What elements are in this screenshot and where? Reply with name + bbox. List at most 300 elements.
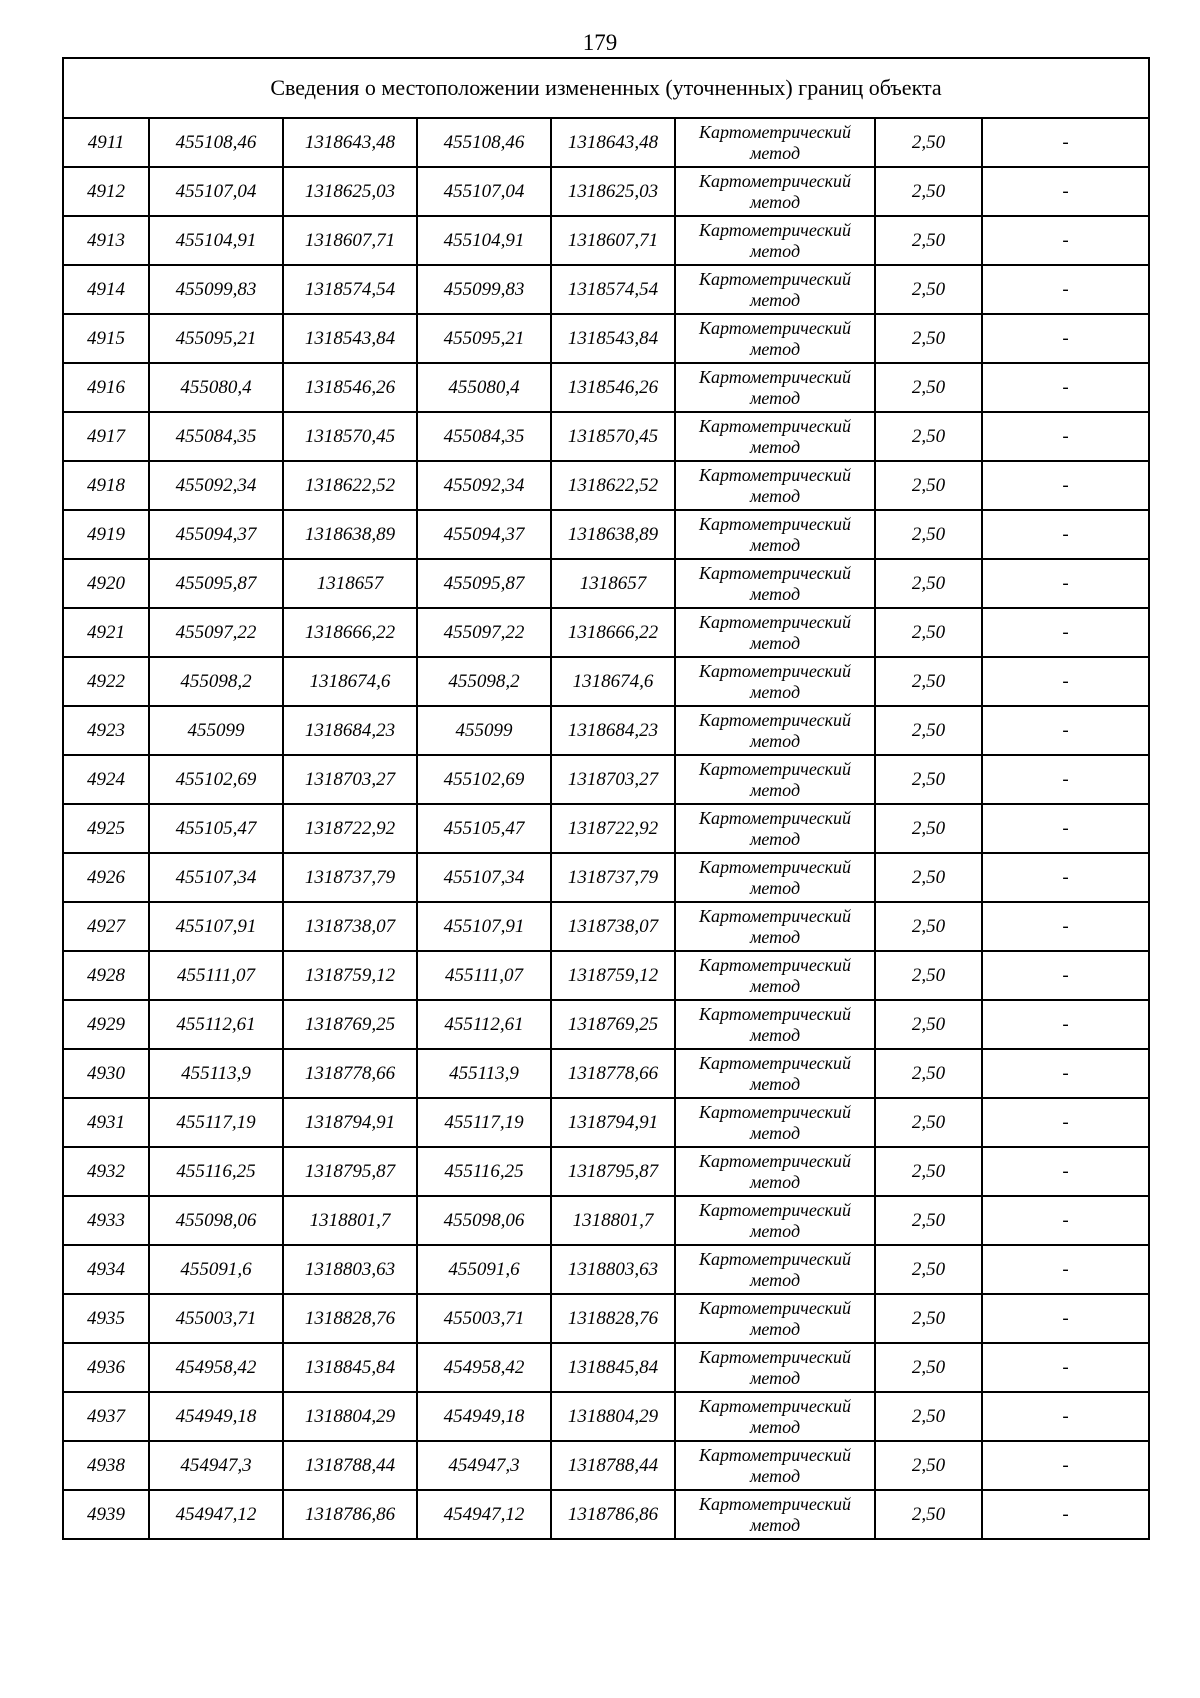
refined-x-cell: 454947,12	[417, 1490, 551, 1539]
point-number-cell: 4926	[63, 853, 149, 902]
refined-x-cell: 455099,83	[417, 265, 551, 314]
method-line-1: Картометрический	[698, 1297, 851, 1318]
existing-x-cell: 455003,71	[149, 1294, 283, 1343]
table-row	[63, 559, 1149, 608]
refined-x-cell: 454947,3	[417, 1441, 551, 1490]
method-line-1: Картометрический	[698, 758, 851, 779]
refined-y-cell: 1318546,26	[551, 363, 675, 412]
point-number-cell: 4924	[63, 755, 149, 804]
refined-x-cell: 455098,06	[417, 1196, 551, 1245]
point-number-cell: 4937	[63, 1392, 149, 1441]
point-number-cell: 4914	[63, 265, 149, 314]
accuracy-cell: 2,50	[875, 559, 982, 608]
accuracy-cell: 2,50	[875, 167, 982, 216]
description-cell: -	[982, 1343, 1149, 1392]
refined-x-cell: 455104,91	[417, 216, 551, 265]
existing-y-cell: 1318622,52	[283, 461, 417, 510]
refined-y-cell: 1318778,66	[551, 1049, 675, 1098]
description-cell: -	[982, 167, 1149, 216]
existing-y-cell: 1318574,54	[283, 265, 417, 314]
point-number-cell: 4925	[63, 804, 149, 853]
refined-x-cell: 455107,91	[417, 902, 551, 951]
point-number-cell: 4938	[63, 1441, 149, 1490]
accuracy-cell: 2,50	[875, 657, 982, 706]
method-line-1: Картометрический	[698, 1395, 851, 1416]
point-number-cell: 4929	[63, 1000, 149, 1049]
accuracy-cell: 2,50	[875, 461, 982, 510]
refined-x-cell: 455097,22	[417, 608, 551, 657]
refined-x-cell: 455094,37	[417, 510, 551, 559]
refined-y-cell: 1318759,12	[551, 951, 675, 1000]
existing-y-cell: 1318570,45	[283, 412, 417, 461]
table-row	[63, 461, 1149, 510]
method-cell	[675, 1049, 875, 1098]
description-cell: -	[982, 1098, 1149, 1147]
point-number-cell: 4913	[63, 216, 149, 265]
point-number-cell: 4930	[63, 1049, 149, 1098]
refined-x-cell: 455092,34	[417, 461, 551, 510]
existing-y-cell: 1318788,44	[283, 1441, 417, 1490]
existing-x-cell: 455102,69	[149, 755, 283, 804]
refined-x-cell: 454958,42	[417, 1343, 551, 1392]
method-cell	[675, 265, 875, 314]
accuracy-cell: 2,50	[875, 1098, 982, 1147]
method-cell	[675, 1490, 875, 1539]
existing-y-cell: 1318801,7	[283, 1196, 417, 1245]
refined-y-cell: 1318607,71	[551, 216, 675, 265]
existing-y-cell: 1318638,89	[283, 510, 417, 559]
refined-y-cell: 1318570,45	[551, 412, 675, 461]
table-row	[63, 363, 1149, 412]
method-line-2: метод	[749, 730, 801, 751]
method-cell	[675, 1098, 875, 1147]
method-line-1: Картометрический	[698, 170, 851, 191]
refined-y-cell: 1318625,03	[551, 167, 675, 216]
refined-x-cell: 455099	[417, 706, 551, 755]
refined-y-cell: 1318643,48	[551, 118, 675, 167]
table-row	[63, 951, 1149, 1000]
existing-x-cell: 454947,3	[149, 1441, 283, 1490]
method-line-1: Картометрический	[698, 121, 851, 142]
existing-y-cell: 1318778,66	[283, 1049, 417, 1098]
method-line-2: метод	[749, 289, 801, 310]
existing-x-cell: 455116,25	[149, 1147, 283, 1196]
method-line-1: Картометрический	[698, 562, 851, 583]
existing-y-cell: 1318828,76	[283, 1294, 417, 1343]
description-cell: -	[982, 755, 1149, 804]
refined-x-cell: 455095,87	[417, 559, 551, 608]
method-line-1: Картометрический	[698, 219, 851, 240]
method-cell	[675, 1441, 875, 1490]
method-line-2: метод	[749, 436, 801, 457]
refined-x-cell: 455108,46	[417, 118, 551, 167]
point-number-cell: 4917	[63, 412, 149, 461]
existing-y-cell: 1318546,26	[283, 363, 417, 412]
point-number-cell: 4935	[63, 1294, 149, 1343]
method-line-1: Картометрический	[698, 856, 851, 877]
method-line-1: Картометрический	[698, 1150, 851, 1171]
accuracy-cell: 2,50	[875, 804, 982, 853]
existing-y-cell: 1318795,87	[283, 1147, 417, 1196]
method-line-1: Картометрический	[698, 660, 851, 681]
point-number-cell: 4933	[63, 1196, 149, 1245]
method-line-2: метод	[749, 142, 801, 163]
refined-x-cell: 455084,35	[417, 412, 551, 461]
method-line-1: Картометрический	[698, 317, 851, 338]
method-line-1: Картометрический	[698, 513, 851, 534]
table-row	[63, 510, 1149, 559]
method-line-1: Картометрический	[698, 415, 851, 436]
method-line-1: Картометрический	[698, 807, 851, 828]
method-line-2: метод	[749, 828, 801, 849]
description-cell: -	[982, 608, 1149, 657]
table-row	[63, 1294, 1149, 1343]
description-cell: -	[982, 1000, 1149, 1049]
existing-y-cell: 1318625,03	[283, 167, 417, 216]
existing-y-cell: 1318543,84	[283, 314, 417, 363]
table-row	[63, 902, 1149, 951]
existing-x-cell: 455113,9	[149, 1049, 283, 1098]
accuracy-cell: 2,50	[875, 363, 982, 412]
method-line-2: метод	[749, 191, 801, 212]
existing-y-cell: 1318607,71	[283, 216, 417, 265]
accuracy-cell: 2,50	[875, 853, 982, 902]
refined-y-cell: 1318738,07	[551, 902, 675, 951]
table-row	[63, 608, 1149, 657]
method-line-1: Картометрический	[698, 464, 851, 485]
table-row	[63, 1245, 1149, 1294]
method-line-2: метод	[749, 1318, 801, 1339]
table-row	[63, 1147, 1149, 1196]
existing-x-cell: 455108,46	[149, 118, 283, 167]
refined-y-cell: 1318803,63	[551, 1245, 675, 1294]
refined-y-cell: 1318737,79	[551, 853, 675, 902]
existing-x-cell: 455099	[149, 706, 283, 755]
method-line-2: метод	[749, 1171, 801, 1192]
description-cell: -	[982, 216, 1149, 265]
method-line-2: метод	[749, 338, 801, 359]
method-cell	[675, 804, 875, 853]
refined-y-cell: 1318786,86	[551, 1490, 675, 1539]
refined-x-cell: 455080,4	[417, 363, 551, 412]
refined-y-cell: 1318638,89	[551, 510, 675, 559]
method-line-1: Картометрический	[698, 611, 851, 632]
table-title: Сведения о местоположении измененных (уточненных) границ объекта	[63, 58, 1149, 118]
method-line-2: метод	[749, 975, 801, 996]
table-row	[63, 314, 1149, 363]
point-number-cell: 4918	[63, 461, 149, 510]
refined-y-cell: 1318722,92	[551, 804, 675, 853]
accuracy-cell: 2,50	[875, 1000, 982, 1049]
existing-y-cell: 1318684,23	[283, 706, 417, 755]
point-number-cell: 4916	[63, 363, 149, 412]
method-line-2: метод	[749, 926, 801, 947]
existing-y-cell: 1318666,22	[283, 608, 417, 657]
method-cell	[675, 608, 875, 657]
method-cell	[675, 951, 875, 1000]
refined-y-cell: 1318657	[551, 559, 675, 608]
refined-y-cell: 1318795,87	[551, 1147, 675, 1196]
accuracy-cell: 2,50	[875, 1392, 982, 1441]
table-row	[63, 755, 1149, 804]
boundary-coordinates-table	[62, 57, 1150, 1540]
point-number-cell: 4920	[63, 559, 149, 608]
description-cell: -	[982, 657, 1149, 706]
accuracy-cell: 2,50	[875, 1245, 982, 1294]
method-cell	[675, 461, 875, 510]
accuracy-cell: 2,50	[875, 118, 982, 167]
accuracy-cell: 2,50	[875, 510, 982, 559]
description-cell: -	[982, 265, 1149, 314]
existing-x-cell: 455107,34	[149, 853, 283, 902]
refined-y-cell: 1318666,22	[551, 608, 675, 657]
method-line-2: метод	[749, 1269, 801, 1290]
method-line-2: метод	[749, 779, 801, 800]
description-cell: -	[982, 1049, 1149, 1098]
description-cell: -	[982, 1147, 1149, 1196]
existing-y-cell: 1318703,27	[283, 755, 417, 804]
existing-x-cell: 455111,07	[149, 951, 283, 1000]
refined-x-cell: 455107,04	[417, 167, 551, 216]
method-line-1: Картометрический	[698, 1444, 851, 1465]
description-cell: -	[982, 1294, 1149, 1343]
method-line-2: метод	[749, 1514, 801, 1535]
method-cell	[675, 1294, 875, 1343]
method-line-1: Картометрический	[698, 366, 851, 387]
method-line-2: метод	[749, 1024, 801, 1045]
refined-y-cell: 1318845,84	[551, 1343, 675, 1392]
existing-x-cell: 455084,35	[149, 412, 283, 461]
table-title-row	[63, 58, 1149, 118]
existing-x-cell: 455097,22	[149, 608, 283, 657]
existing-y-cell: 1318674,6	[283, 657, 417, 706]
existing-y-cell: 1318786,86	[283, 1490, 417, 1539]
existing-x-cell: 454949,18	[149, 1392, 283, 1441]
refined-y-cell: 1318804,29	[551, 1392, 675, 1441]
method-line-2: метод	[749, 1465, 801, 1486]
description-cell: -	[982, 1392, 1149, 1441]
existing-y-cell: 1318759,12	[283, 951, 417, 1000]
accuracy-cell: 2,50	[875, 755, 982, 804]
refined-x-cell: 455105,47	[417, 804, 551, 853]
method-line-1: Картометрический	[698, 1003, 851, 1024]
refined-y-cell: 1318828,76	[551, 1294, 675, 1343]
method-line-2: метод	[749, 240, 801, 261]
existing-y-cell: 1318643,48	[283, 118, 417, 167]
accuracy-cell: 2,50	[875, 902, 982, 951]
description-cell: -	[982, 461, 1149, 510]
existing-x-cell: 455092,34	[149, 461, 283, 510]
point-number-cell: 4922	[63, 657, 149, 706]
refined-y-cell: 1318769,25	[551, 1000, 675, 1049]
method-line-1: Картометрический	[698, 1199, 851, 1220]
method-line-1: Картометрический	[698, 1493, 851, 1514]
point-number-cell: 4934	[63, 1245, 149, 1294]
existing-y-cell: 1318738,07	[283, 902, 417, 951]
method-line-1: Картометрический	[698, 1101, 851, 1122]
method-cell	[675, 118, 875, 167]
existing-x-cell: 455091,6	[149, 1245, 283, 1294]
refined-x-cell: 455095,21	[417, 314, 551, 363]
method-line-1: Картометрический	[698, 268, 851, 289]
method-cell	[675, 314, 875, 363]
method-cell	[675, 1147, 875, 1196]
method-line-2: метод	[749, 632, 801, 653]
accuracy-cell: 2,50	[875, 314, 982, 363]
existing-x-cell: 455105,47	[149, 804, 283, 853]
point-number-cell: 4912	[63, 167, 149, 216]
existing-x-cell: 455107,04	[149, 167, 283, 216]
method-cell	[675, 1196, 875, 1245]
accuracy-cell: 2,50	[875, 1049, 982, 1098]
method-cell	[675, 167, 875, 216]
existing-x-cell: 454958,42	[149, 1343, 283, 1392]
description-cell: -	[982, 314, 1149, 363]
refined-x-cell: 455003,71	[417, 1294, 551, 1343]
refined-x-cell: 455112,61	[417, 1000, 551, 1049]
table-row	[63, 216, 1149, 265]
point-number-cell: 4915	[63, 314, 149, 363]
method-cell	[675, 657, 875, 706]
refined-x-cell: 455116,25	[417, 1147, 551, 1196]
accuracy-cell: 2,50	[875, 265, 982, 314]
existing-x-cell: 455080,4	[149, 363, 283, 412]
method-cell	[675, 706, 875, 755]
table-row	[63, 412, 1149, 461]
accuracy-cell: 2,50	[875, 1490, 982, 1539]
table-row	[63, 1343, 1149, 1392]
method-line-1: Картометрический	[698, 1052, 851, 1073]
existing-y-cell: 1318804,29	[283, 1392, 417, 1441]
description-cell: -	[982, 1245, 1149, 1294]
method-cell	[675, 1392, 875, 1441]
accuracy-cell: 2,50	[875, 1147, 982, 1196]
refined-y-cell: 1318622,52	[551, 461, 675, 510]
method-cell	[675, 559, 875, 608]
table-row	[63, 1392, 1149, 1441]
table-row	[63, 1000, 1149, 1049]
existing-x-cell: 455117,19	[149, 1098, 283, 1147]
description-cell: -	[982, 853, 1149, 902]
method-cell	[675, 1343, 875, 1392]
refined-y-cell: 1318574,54	[551, 265, 675, 314]
existing-x-cell: 455099,83	[149, 265, 283, 314]
description-cell: -	[982, 118, 1149, 167]
method-cell	[675, 755, 875, 804]
refined-y-cell: 1318703,27	[551, 755, 675, 804]
refined-y-cell: 1318543,84	[551, 314, 675, 363]
method-cell	[675, 216, 875, 265]
method-line-1: Картометрический	[698, 905, 851, 926]
refined-y-cell: 1318674,6	[551, 657, 675, 706]
refined-x-cell: 455098,2	[417, 657, 551, 706]
description-cell: -	[982, 510, 1149, 559]
existing-x-cell: 455098,2	[149, 657, 283, 706]
method-line-2: метод	[749, 1073, 801, 1094]
method-line-2: метод	[749, 1220, 801, 1241]
refined-y-cell: 1318788,44	[551, 1441, 675, 1490]
method-cell	[675, 412, 875, 461]
table-row	[63, 1490, 1149, 1539]
accuracy-cell: 2,50	[875, 412, 982, 461]
accuracy-cell: 2,50	[875, 1294, 982, 1343]
method-line-2: метод	[749, 1122, 801, 1143]
accuracy-cell: 2,50	[875, 1441, 982, 1490]
existing-x-cell: 455107,91	[149, 902, 283, 951]
description-cell: -	[982, 412, 1149, 461]
table-row	[63, 265, 1149, 314]
point-number-cell: 4939	[63, 1490, 149, 1539]
refined-y-cell: 1318794,91	[551, 1098, 675, 1147]
method-cell	[675, 363, 875, 412]
existing-y-cell: 1318794,91	[283, 1098, 417, 1147]
table-row	[63, 706, 1149, 755]
method-line-2: метод	[749, 1367, 801, 1388]
existing-x-cell: 455095,87	[149, 559, 283, 608]
existing-y-cell: 1318737,79	[283, 853, 417, 902]
table-row	[63, 1098, 1149, 1147]
method-line-2: метод	[749, 1416, 801, 1437]
table-row	[63, 167, 1149, 216]
refined-x-cell: 455107,34	[417, 853, 551, 902]
existing-y-cell: 1318803,63	[283, 1245, 417, 1294]
method-line-1: Картометрический	[698, 1346, 851, 1367]
method-line-1: Картометрический	[698, 954, 851, 975]
refined-y-cell: 1318801,7	[551, 1196, 675, 1245]
accuracy-cell: 2,50	[875, 216, 982, 265]
table-row	[63, 657, 1149, 706]
description-cell: -	[982, 902, 1149, 951]
refined-x-cell: 455113,9	[417, 1049, 551, 1098]
method-cell	[675, 1245, 875, 1294]
refined-x-cell: 455111,07	[417, 951, 551, 1000]
point-number-cell: 4931	[63, 1098, 149, 1147]
refined-x-cell: 455117,19	[417, 1098, 551, 1147]
table-row	[63, 853, 1149, 902]
point-number-cell: 4932	[63, 1147, 149, 1196]
point-number-cell: 4927	[63, 902, 149, 951]
existing-y-cell: 1318769,25	[283, 1000, 417, 1049]
point-number-cell: 4911	[63, 118, 149, 167]
method-line-2: метод	[749, 387, 801, 408]
accuracy-cell: 2,50	[875, 608, 982, 657]
existing-x-cell: 454947,12	[149, 1490, 283, 1539]
accuracy-cell: 2,50	[875, 706, 982, 755]
method-cell	[675, 902, 875, 951]
table-row	[63, 804, 1149, 853]
page-number: 179	[582, 30, 618, 55]
method-cell	[675, 853, 875, 902]
description-cell: -	[982, 951, 1149, 1000]
description-cell: -	[982, 706, 1149, 755]
existing-y-cell: 1318657	[283, 559, 417, 608]
existing-x-cell: 455104,91	[149, 216, 283, 265]
existing-x-cell: 455112,61	[149, 1000, 283, 1049]
point-number-cell: 4921	[63, 608, 149, 657]
method-cell	[675, 1000, 875, 1049]
method-line-1: Картометрический	[698, 1248, 851, 1269]
existing-x-cell: 455095,21	[149, 314, 283, 363]
method-line-2: метод	[749, 583, 801, 604]
point-number-cell: 4919	[63, 510, 149, 559]
table-row	[63, 1049, 1149, 1098]
table-row	[63, 1441, 1149, 1490]
description-cell: -	[982, 804, 1149, 853]
existing-y-cell: 1318845,84	[283, 1343, 417, 1392]
method-line-2: метод	[749, 534, 801, 555]
method-cell	[675, 510, 875, 559]
refined-y-cell: 1318684,23	[551, 706, 675, 755]
